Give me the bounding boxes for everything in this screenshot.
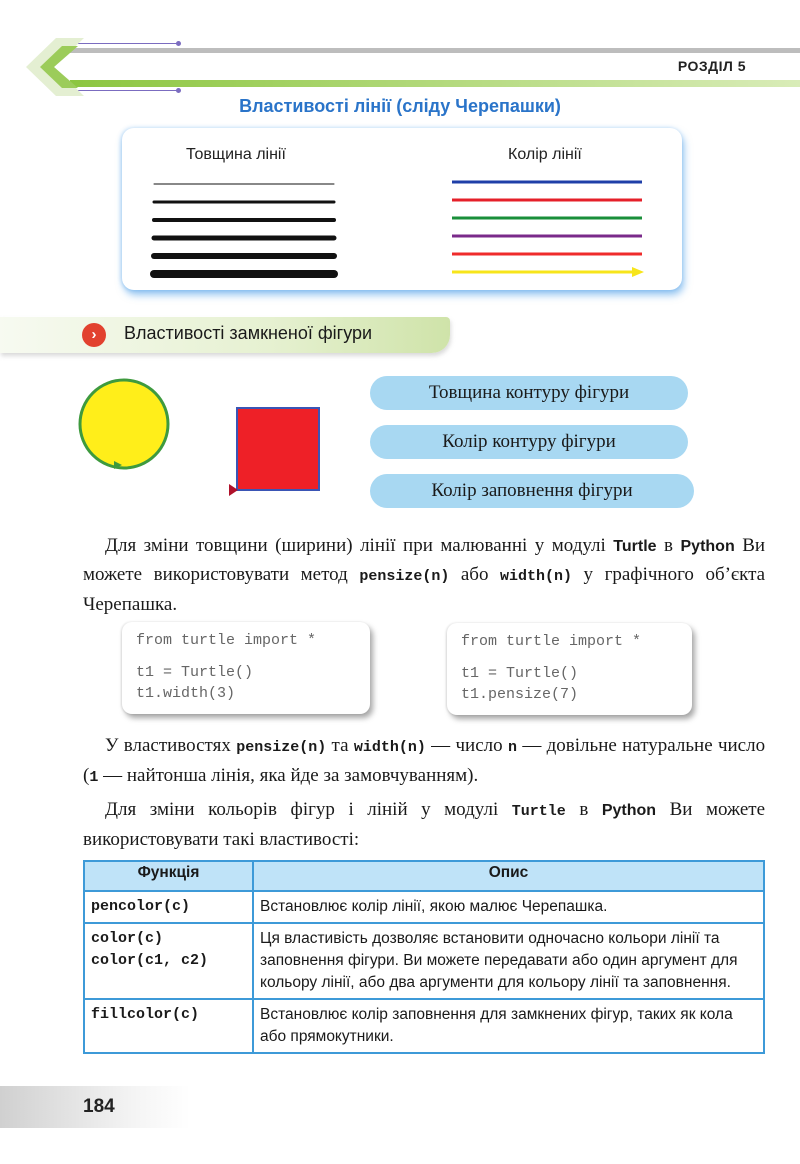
paragraph-colors: Для зміни кольорів фігур і ліній у модулі Turtle в Python Ви можете використовувати такі властивості:	[83, 799, 766, 850]
code-line: from turtle import *	[461, 633, 642, 650]
table-row	[84, 999, 764, 1053]
color-heading: Колір лінії	[508, 146, 582, 163]
code-line: t1 = Turtle()	[461, 665, 579, 682]
description-cell: Ця властивість дозволяє встановити одночасно кольори лінії та заповнення фігури. Ви можете передавати або один аргумент для кольору лінії, або два аргументи для кольору лінії та заповнення.	[253, 923, 764, 999]
header-chevron-icon	[22, 36, 86, 98]
function-name: color(c)	[91, 930, 164, 947]
code-line: t1.pensize(7)	[461, 686, 579, 703]
code-line: t1 = Turtle()	[136, 664, 254, 681]
closed-shape-heading: Властивості замкненої фігури	[124, 323, 373, 343]
code-line: t1.width(3)	[136, 685, 236, 702]
description-cell: Встановлює колір лінії, якою малює Черепашка.	[253, 891, 764, 923]
pill-fill-color: Колір заповнення фігури	[370, 474, 694, 508]
function-cell	[84, 923, 253, 999]
square-figure	[228, 403, 328, 498]
color-functions-table	[83, 860, 765, 1054]
pill-outline-color: Колір контуру фігури	[370, 425, 688, 459]
pill-outline-thickness: Товщина контуру фігури	[370, 376, 688, 410]
function-name: fillcolor(c)	[91, 1006, 200, 1023]
header-dot	[176, 88, 181, 93]
header-function: Функція	[84, 861, 253, 891]
function-cell	[84, 999, 253, 1053]
header-rule-green	[70, 80, 800, 87]
paragraph-number-n: У властивостях pensize(n) та width(n) — число n — довільне натуральне число (1 — найтонша лінія, яка йде за замовчуванням).	[83, 735, 766, 786]
thickness-heading: Товщина лінії	[186, 146, 286, 163]
paragraph-pensize: Для зміни товщини (ширини) лінії при малюванні у модулі Turtle в Python Ви можете використовувати метод pensize(n) або width(n) у графічного об’єкта Черепашка.	[83, 535, 766, 615]
header-rule-gray	[60, 48, 800, 53]
line-samples	[122, 128, 682, 290]
function-name: pencolor(c)	[91, 898, 191, 915]
page-number: 184	[83, 1096, 115, 1117]
chevron-right-icon: ›	[82, 323, 106, 347]
thickness-sample-lines	[154, 184, 334, 274]
function-name: color(c1, c2)	[91, 952, 209, 969]
yellow-circle	[80, 380, 168, 468]
red-square	[237, 408, 319, 490]
header-description: Опис	[253, 861, 764, 891]
line-properties-box	[122, 128, 682, 290]
turtle-arrow-icon	[632, 267, 644, 277]
description-cell: Встановлює колір заповнення для замкнених фігур, таких як кола або прямокутники.	[253, 999, 764, 1053]
section-label: РОЗДІЛ 5	[677, 58, 746, 74]
color-sample-lines	[452, 182, 644, 277]
code-line: from turtle import *	[136, 632, 317, 649]
table-row	[84, 923, 764, 999]
header-dot	[176, 41, 181, 46]
function-cell	[84, 891, 253, 923]
table-row	[84, 891, 764, 923]
code-example-pensize	[447, 623, 692, 715]
table-header-row	[84, 861, 764, 891]
circle-figure	[70, 375, 180, 475]
line-properties-title: Властивості лінії (сліду Черепашки)	[239, 96, 561, 116]
code-example-width	[122, 622, 370, 714]
